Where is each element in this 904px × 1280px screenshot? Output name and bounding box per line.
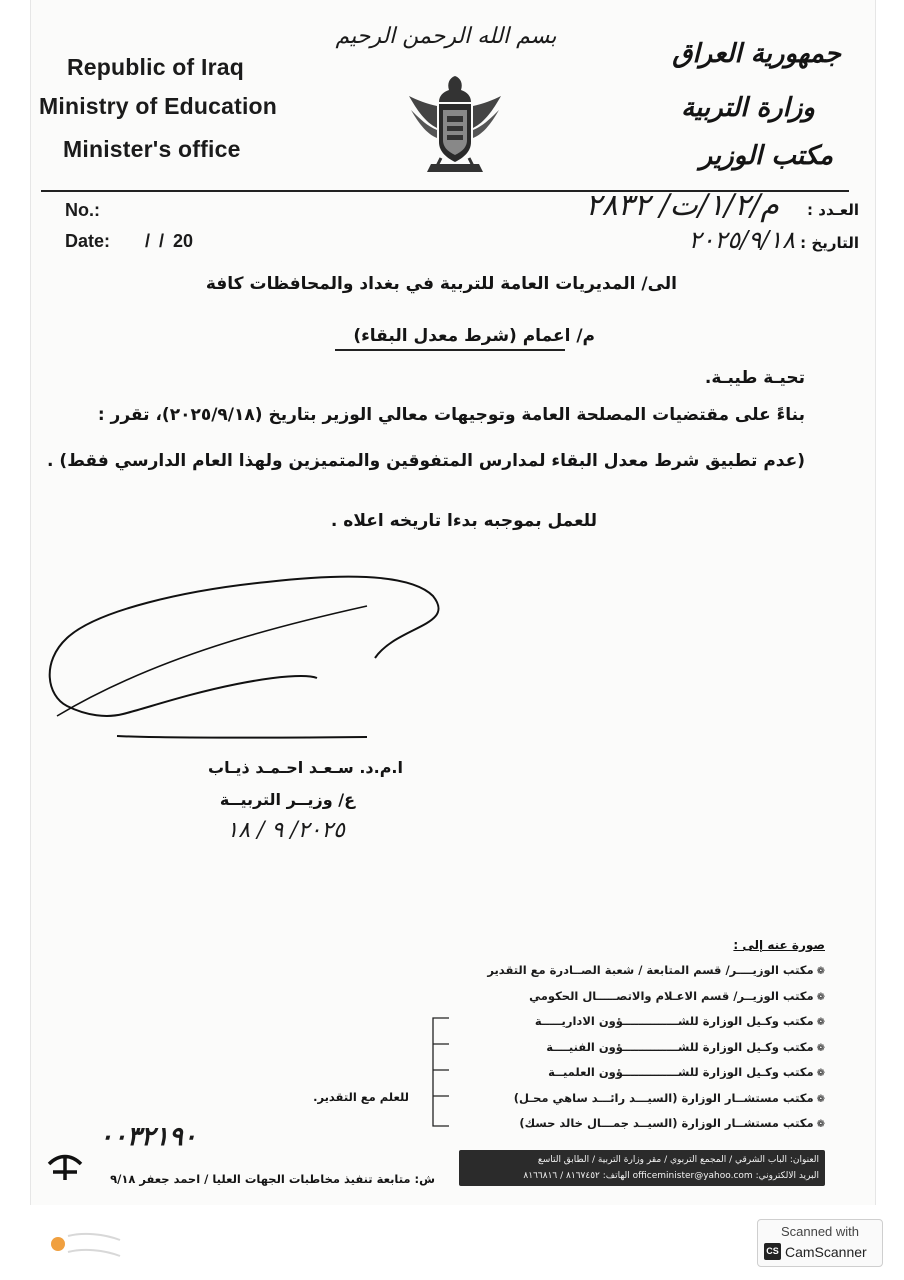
copy-item: ❁مكتب مستشــار الوزارة (السيـــد رائـــد ساهي محـل): [513, 1090, 825, 1105]
greeting: تحيـة طيبـة.: [704, 368, 805, 388]
basmala: بسم الله الرحمن الرحيم: [335, 24, 557, 49]
body-paragraph-2: (عدم تطبيق شرط معدل البقاء لمدارس المتفوقين والمتميزين ولهذا العام الدارسي فقط) .: [47, 451, 805, 471]
signatory-date: ٢٠٢٥/ ٩ / ١٨: [226, 818, 345, 843]
footer-address-box: [459, 1150, 825, 1186]
footer-address: العنوان: الباب الشرقي / المجمع التربوي / مقر وزارة التربية / الطابق التاسع: [537, 1155, 819, 1165]
signatory-title: ع/ وزيــر التربيــة: [219, 790, 355, 809]
footer-contacts: البريد الالكتروني: officeminister@yahoo.com الهاتف: ٨١٦٧٤٥٢ / ٨١٦٦٨١٦: [523, 1171, 819, 1181]
letterhead-en-office: Minister's office: [63, 136, 241, 162]
letterhead-ar-office: مكتب الوزير: [699, 141, 833, 171]
copies-note: للعلم مع التقدير.: [313, 1090, 409, 1104]
date-label: Date:: [65, 231, 111, 251]
followup-note: ش: متابعة تنفيذ مخاطبات الجهات العليا / احمد جعفر ٩/١٨: [110, 1172, 435, 1186]
copies-bracket: [421, 1014, 451, 1130]
copies-list: [395, 938, 825, 1137]
copy-item: ❁مكتب وكـيل الوزارة للشــــــــــــــؤون العلميــة: [548, 1065, 825, 1079]
letterhead-en-country: Republic of Iraq: [67, 54, 244, 80]
copy-item: ❁مكتب الوزيــر/ قسم الاعـلام والاتصـــــال الحكومي: [529, 988, 825, 1003]
signature-scribble: [37, 566, 457, 746]
camscanner-caption: Scanned with: [780, 1224, 860, 1239]
ar-number-value: م/١/٢/ت/ ٢٨٣٢: [585, 188, 779, 223]
copy-item: ❁مكتب وكـيل الوزارة للشــــــــــــــؤون الفنيــــة: [546, 1039, 825, 1054]
bullet-icon: ❁: [816, 1042, 825, 1054]
bullet-icon: ❁: [816, 1119, 825, 1130]
camscanner-logo-icon: CS: [764, 1243, 781, 1260]
letterhead-ar-ministry: وزارة التربية: [681, 93, 815, 123]
bullet-icon: ❁: [816, 966, 825, 977]
camscanner-brand: CamScanner: [785, 1243, 867, 1260]
subject-line: م/ اعمام (شرط معدل البقاء): [353, 326, 595, 346]
serial-number: ٠٠٣٢١٩٠: [99, 1122, 197, 1152]
copies-title: صورة عنه إلى :: [733, 938, 825, 952]
signatory-name: ا.م.د. سـعـد احـمـد ذيـاب: [207, 758, 403, 777]
ar-date-label: التاريخ :: [800, 234, 859, 252]
watermark-logo-icon: [44, 1228, 124, 1268]
hand-mark-icon: [45, 1150, 85, 1184]
date-template: / / 20: [145, 231, 194, 251]
body-paragraph-1: بناءً على مقتضيات المصلحة العامة وتوجيهات معالي الوزير بتاريخ (٢٠٢٥/٩/١٨)، تقرر :: [97, 405, 805, 425]
bullet-icon: ❁: [816, 1017, 825, 1028]
bullet-icon: ❁: [816, 1093, 825, 1105]
copy-item: ❁مكتب الوزيــــر/ قسم المتابعة / شعبة الصــادرة مع التقدير: [487, 963, 825, 977]
camscanner-badge: [757, 1219, 883, 1267]
letter-page: [30, 0, 876, 1205]
body-paragraph-3: للعمل بموجبه بدءا تاريخه اعلاه .: [330, 511, 597, 531]
subject-underline: [335, 349, 565, 351]
addressee: الى/ المديريات العامة للتربية في بغداد والمحافظات كافة: [205, 274, 677, 294]
ar-date-value: ٢٠٢٥/٩/١٨: [688, 226, 795, 254]
number-label: No.:: [65, 200, 100, 220]
ar-number-label: العـدد :: [807, 201, 859, 219]
bullet-icon: ❁: [816, 991, 825, 1003]
iraq-eagle-emblem-icon: [403, 66, 507, 178]
copy-item: ❁مكتب مستشــار الوزارة (السيــد جمـــال خالد حسك): [519, 1116, 825, 1130]
bullet-icon: ❁: [816, 1068, 825, 1079]
copy-item: ❁مكتب وكـيل الوزارة للشــــــــــــــؤون الاداريـــــة: [534, 1014, 825, 1028]
letterhead-en-ministry: Ministry of Education: [39, 93, 278, 119]
letterhead-ar-country: جمهورية العراق: [672, 39, 841, 69]
